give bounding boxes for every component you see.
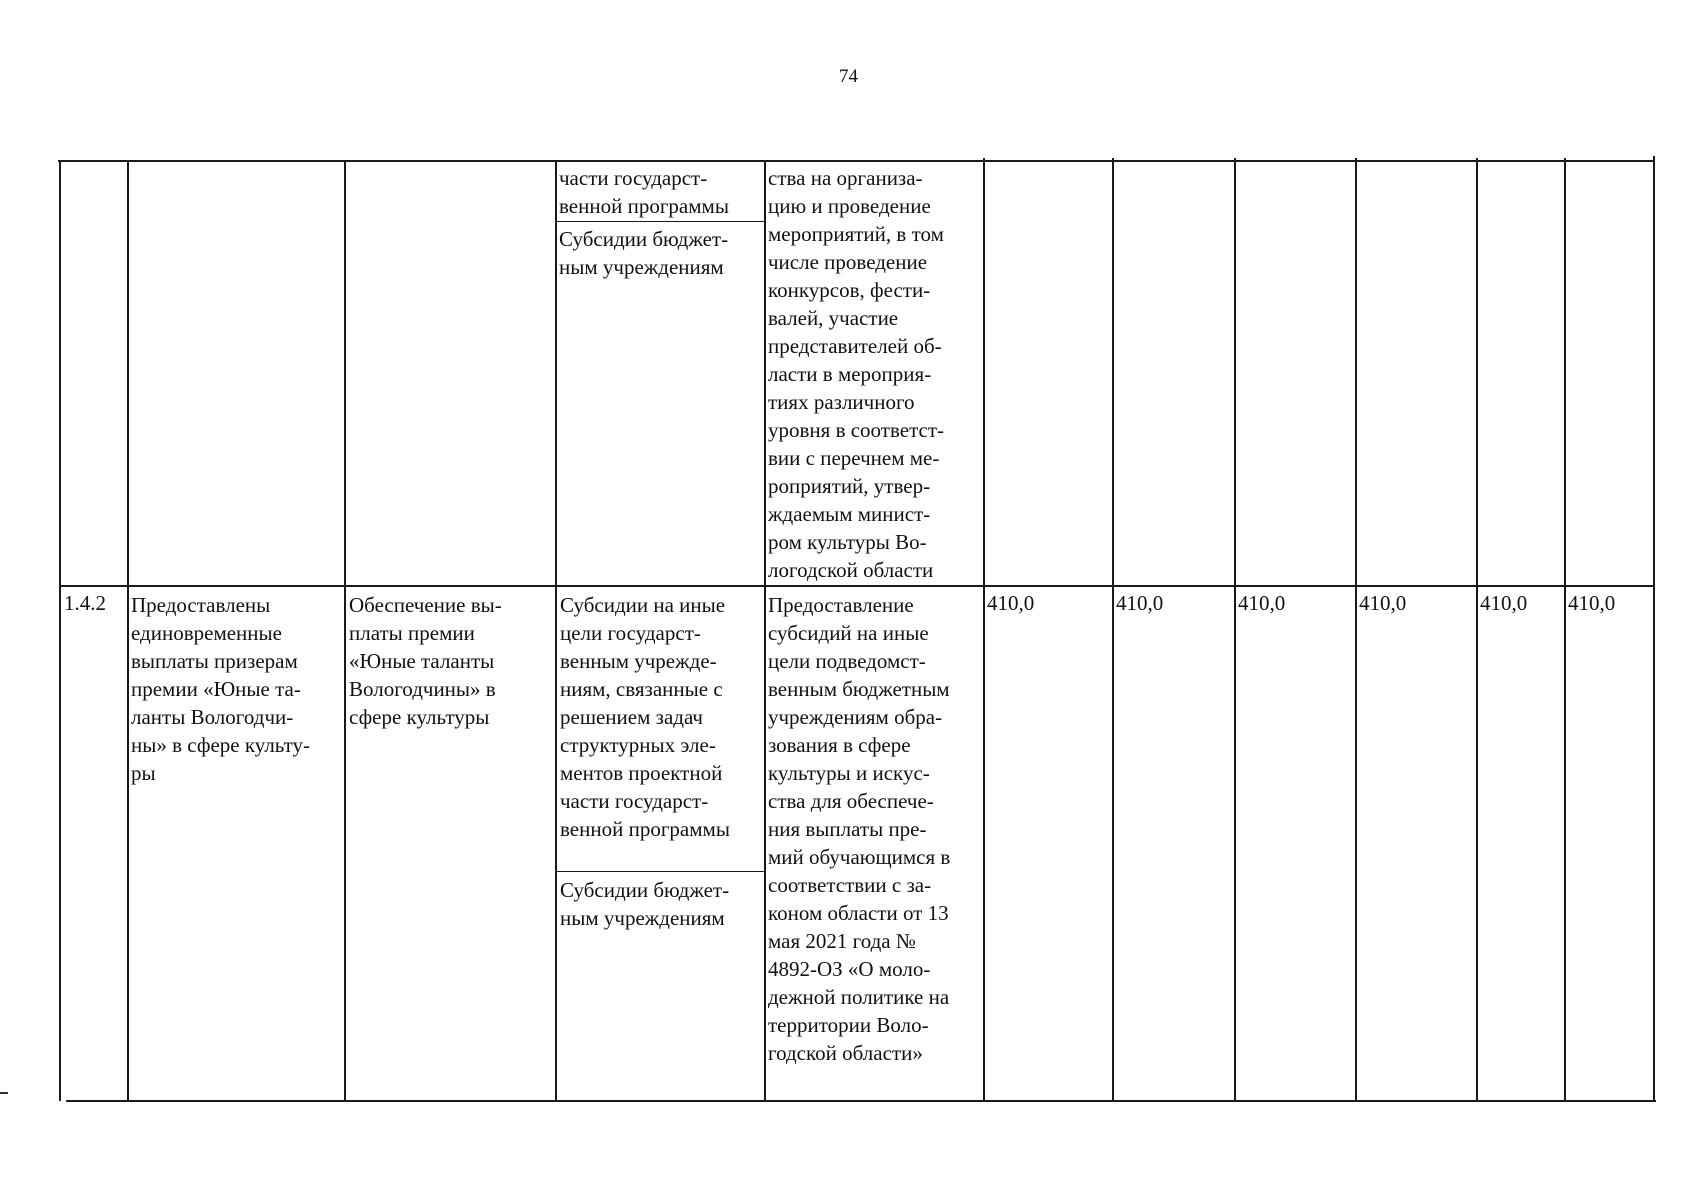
value-cell: 410,0 [1238,591,1286,615]
col-border-2 [344,161,346,1101]
col-border-11 [1653,156,1655,1100]
col-border-8 [1355,158,1357,1100]
page-number: 74 [839,66,858,87]
value-cell: 410,0 [1480,591,1528,615]
col-border-7 [1234,158,1236,1100]
value-cell: 410,0 [1568,591,1616,615]
funding-source-other-purposes: Субсидии на иные цели государст- венным учрежде- ниям, связанные с решением задач структурных эле- ментов проектной части государст- венной программы [560,593,730,841]
result-description: Предоставлены единовременные выплаты призерам премии «Юные та- ланты Вологодчи- ны» в сфере культу- ры [131,593,310,785]
col-border-1 [127,161,129,1101]
scan-margin-mark [0,1092,8,1094]
table-bottom-border [66,1100,1656,1102]
col-border-3 [555,161,557,1101]
row-number: 1.4.2 [64,591,106,615]
subcell-divider-main [557,871,766,872]
top-funding-source-budget: Субсидии бюджет- ным учреждениям [559,227,729,279]
col-border-0 [59,161,61,1101]
top-description-continued: ства на организа- цию и проведение мероприятий, в том числе проведение конкурсов, фести- валей, участие представителей об- ласти в мероприя- тиях различного уровня в соответст- вии с перечнем ме- роприятий, утвер- ждаемым минист- ром культуры Во- логодской области [768,166,944,582]
table-top-border [58,160,1653,162]
col-border-4 [764,161,766,1101]
row-separator [60,585,1655,587]
col-border-9 [1476,158,1478,1100]
value-cell: 410,0 [1116,591,1164,615]
value-cell: 410,0 [987,591,1035,615]
measure-description: Обеспечение вы- платы премии «Юные таланты Вологодчины» в сфере культуры [349,593,502,729]
col-border-5 [983,158,985,1100]
funding-source-budget: Субсидии бюджет- ным учреждениям [560,878,730,930]
value-cell: 410,0 [1359,591,1407,615]
col-border-10 [1564,158,1566,1100]
col-border-6 [1112,158,1114,1100]
top-funding-source-continued: части государст- венной программы [559,166,729,218]
subcell-divider-top [556,221,764,222]
activity-description: Предоставление субсидий на иные цели подведомст- венным бюджетным учреждениям обра- зования в сфере культуры и искус- ства для обеспече- ния выплаты пре- мий обучающимся в соответствии с за- коном области от 13 мая 2021 года № 4892-ОЗ «О моло- дежной политике на территории Воло- годской области» [768,593,951,1065]
